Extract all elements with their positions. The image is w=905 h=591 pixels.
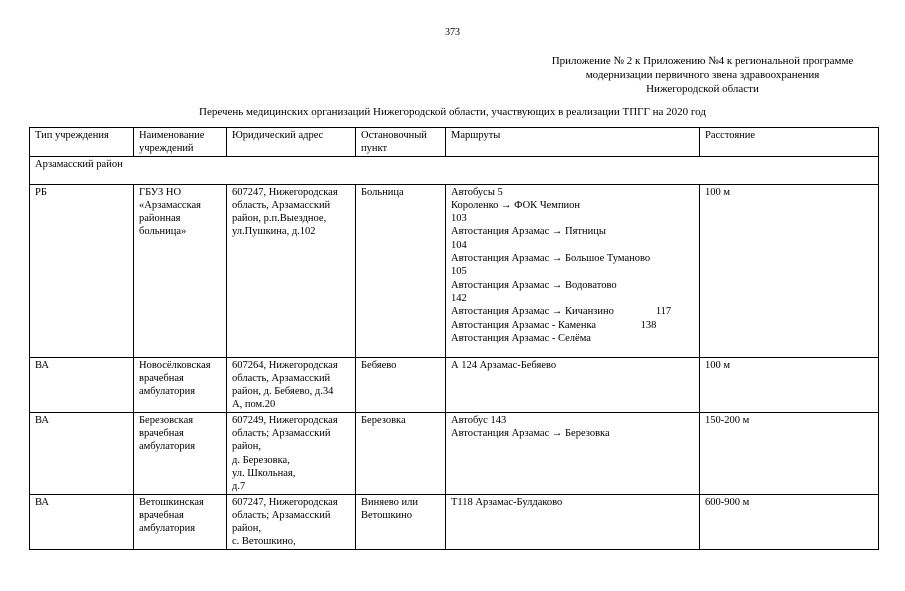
legal-address-line: область; Арзамасский [232, 428, 331, 440]
institution-name-line: амбулатория [139, 386, 196, 398]
header-text: учреждений [139, 143, 194, 155]
routes-line: А 124 Арзамас-Бебяево [451, 359, 557, 371]
header-text: пункт [361, 143, 388, 155]
legal-address [227, 357, 356, 412]
legal-address-line: ул. Школьная, [232, 467, 296, 479]
institution-name-line: Новосёлковская [139, 359, 211, 371]
institution-name [134, 412, 227, 494]
header-text: Маршруты [451, 130, 501, 141]
legal-address-line: область, Арзамасский [232, 199, 331, 211]
appendix-line: Нижегородской области [646, 83, 759, 95]
legal-address [227, 184, 356, 357]
appendix-heading [520, 54, 885, 96]
routes-line: Автостанция Арзамас → Большое Туманово [451, 253, 651, 265]
legal-address-line: ул.Пушкина, д.102 [232, 226, 316, 238]
routes-line: 103 [451, 213, 467, 225]
institution-name-line: районная [139, 213, 181, 225]
institution-type: ВА [30, 357, 134, 412]
bus-stop [356, 494, 446, 549]
legal-address-line: область, Арзамасский [232, 372, 331, 384]
routes-line: Автобусы 5 [451, 186, 503, 198]
routes-line: Автостанция Арзамас → Пятницы [451, 226, 606, 238]
legal-address-line: 607247, Нижегородская [232, 186, 338, 198]
district-row [30, 156, 879, 184]
bus-stop [356, 412, 446, 494]
routes-line: Короленко → ФОК Чемпион [451, 199, 581, 211]
routes-line: 104 [451, 239, 467, 251]
routes-line: Автостанция Арзамас → Кичанзино 117 [451, 306, 672, 318]
institution-name-line: врачебная [139, 509, 184, 521]
routes [446, 184, 700, 357]
routes [446, 357, 700, 412]
bus-stop-line: Виняево или [361, 496, 418, 508]
institution-name-line: больница» [139, 226, 187, 238]
header-stop [356, 128, 446, 157]
table-row [30, 412, 879, 494]
institution-name-line: Березовская [139, 414, 194, 426]
distance: 600-900 м [700, 494, 879, 549]
legal-address-line: д.7 [232, 481, 246, 493]
distance: 150-200 м [700, 412, 879, 494]
legal-address-line: с. Ветошкино, [232, 536, 296, 548]
institution-name-line: Ветошкинская [139, 496, 204, 508]
routes-line: Автобус 143 [451, 414, 507, 426]
institution-type: РБ [30, 184, 134, 357]
distance: 100 м [700, 184, 879, 357]
header-text: Тип учреждения [35, 130, 109, 141]
appendix-line: Приложение № 2 к Приложению №4 к региональной программе [551, 55, 854, 67]
legal-address-line: район, [232, 523, 262, 535]
institution-name [134, 184, 227, 357]
medical-organizations-table [29, 127, 879, 550]
distance: 100 м [700, 357, 879, 412]
district-name: Арзамасский район [30, 156, 879, 184]
legal-address-line: район, д. Бебяево, д.34 [232, 386, 334, 398]
table-row [30, 494, 879, 549]
routes [446, 412, 700, 494]
legal-address-line: 607247, Нижегородская [232, 496, 338, 508]
bus-stop-line: Больница [361, 186, 404, 198]
routes-line: Автостанция Арзамас → Водоватово [451, 279, 617, 291]
institution-name-line: «Арзамасская [139, 199, 202, 211]
routes-line: Автостанция Арзамас - Каменка 138 [451, 319, 657, 331]
institution-name [134, 357, 227, 412]
routes-line: Т118 Арзамас-Булдаково [451, 496, 563, 508]
institution-name [134, 494, 227, 549]
institution-type: ВА [30, 494, 134, 549]
bus-stop-line: Ветошкино [361, 509, 413, 521]
bus-stop-line: Бебяево [361, 359, 397, 371]
table-row [30, 357, 879, 412]
legal-address [227, 494, 356, 549]
legal-address-line: 607264, Нижегородская [232, 359, 338, 371]
institution-type: ВА [30, 412, 134, 494]
bus-stop-line: Березовка [361, 414, 406, 426]
routes-line: 142 [451, 292, 467, 304]
header-type [30, 128, 134, 157]
institution-name-line: амбулатория [139, 523, 196, 535]
institution-name-line: врачебная [139, 428, 184, 440]
header-routes [446, 128, 700, 157]
table-row [30, 184, 879, 357]
header-text: Юридический адрес [232, 130, 324, 141]
legal-address-line: А, пом.20 [232, 399, 276, 411]
routes-line: 105 [451, 266, 467, 278]
header-text: Остановочный [361, 130, 427, 141]
institution-name-line: врачебная [139, 372, 184, 384]
bus-stop [356, 357, 446, 412]
header-address [227, 128, 356, 157]
institution-name-line: амбулатория [139, 441, 196, 453]
header-name [134, 128, 227, 157]
legal-address-line: д. Березовка, [232, 454, 290, 466]
legal-address-line: 607249, Нижегородская [232, 414, 338, 426]
legal-address-line: район, р.п.Выездное, [232, 213, 327, 225]
routes-line: Автостанция Арзамас → Березовка [451, 428, 610, 440]
legal-address-line: область; Арзамасский [232, 509, 331, 521]
institution-name-line: ГБУЗ НО [139, 186, 182, 198]
appendix-line: модернизации первичного звена здравоохранения [585, 69, 820, 81]
bus-stop [356, 184, 446, 357]
table-header-row [30, 128, 879, 157]
document-title: Перечень медицинских организаций Нижегородской области, участвующих в реализации ТПГГ на 2020 год [199, 106, 706, 118]
header-text: Наименование [139, 130, 205, 141]
header-text: Расстояние [705, 130, 756, 141]
legal-address-line: район, [232, 441, 262, 453]
header-distance [700, 128, 879, 157]
page-number: 373 [445, 27, 460, 38]
routes-line: Автостанция Арзамас - Селёма [451, 332, 591, 344]
legal-address [227, 412, 356, 494]
routes [446, 494, 700, 549]
